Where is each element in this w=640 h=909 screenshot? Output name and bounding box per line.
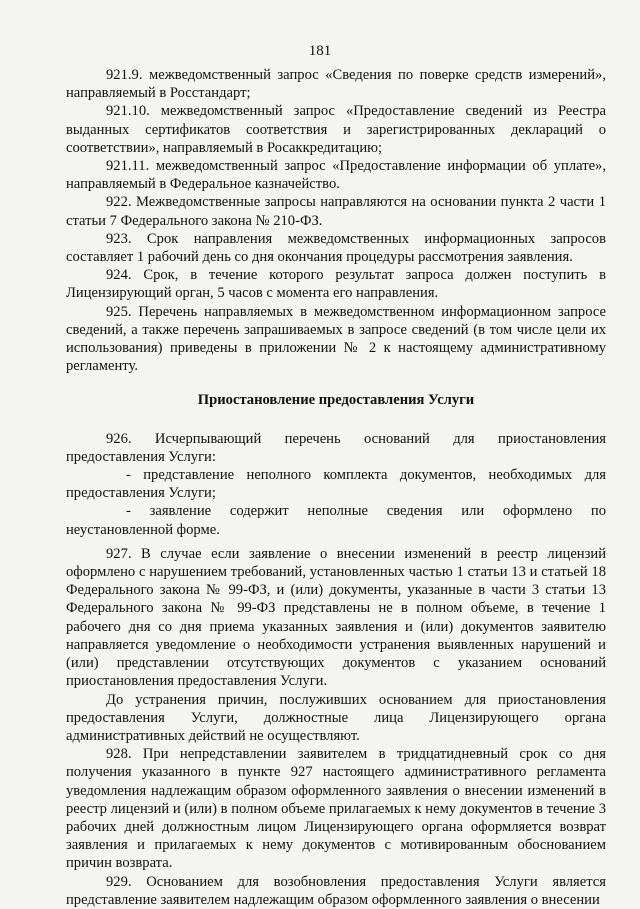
paragraph-927: 927. В случае если заявление о внесении изменений в реестр лицензий оформлено с нарушением требований, установленных частью 1 статьи 13 и статьей 18 Федерального закона № 99-ФЗ, и (или) документы, указанные в части 3 статьи 13 Федерального закона № 99-ФЗ представлены не в полном объеме, в течение 1 рабочего дня со дня приема указанных заявления и (или) документов заявителю направляется уведомление о необходимости устранения выявленных нарушений и (или) представлении отсутствующих документов с указанием оснований приостановления предоставления Услуги. (66, 545, 606, 690)
list-item-incomplete-docs: - представление неполного комплекта документов, необходимых для предоставления Услуги; (66, 467, 606, 502)
paragraph-923: 923. Срок направления межведомственных информационных запросов составляет 1 рабочий день со дня окончания процедуры рассмотрения заявления. (66, 230, 606, 266)
paragraph-921-9: 921.9. межведомственный запрос «Сведения по поверке средств измерений», направляемый в Росстандарт; (66, 67, 606, 102)
paragraph-922: 922. Межведомственные запросы направляются на основании пункта 2 части 1 статьи 7 Федерального закона № 210-ФЗ. (66, 194, 606, 229)
paragraph-927-cont: До устранения причин, послуживших основанием для приостановления предоставления Услуги, должностные лица Лицензирующего органа административных действий не осуществляют. (66, 691, 606, 744)
paragraph-926: 926. Исчерпывающий перечень оснований для приостановления предоставления Услуги: (66, 430, 606, 465)
page-number: 181 (308, 43, 332, 59)
paragraph-921-11: 921.11. межведомственный запрос «Предоставление информации об уплате», направляемый в Федеральное казначейство. (66, 158, 606, 193)
section-heading: Приостановление предоставления Услуги (197, 392, 475, 409)
paragraph-924: 924. Срок, в течение которого результат запроса должен поступить в Лицензирующий орган, 5 часов с момента его направления. (66, 267, 606, 302)
paragraph-925: 925. Перечень направляемых в межведомственном информационном запросе сведений, а также перечень запрашиваемых в запросе сведений (в том числе цели их использования) приведены в приложении № 2 к настоящему административному регламенту. (66, 303, 606, 375)
paragraph-921-10: 921.10. межведомственный запрос «Предоставление сведений из Реестра выданных сертификатов соответствия и зарегистрированных деклараций о соответствии», направляемый в Росаккредитацию; (66, 103, 606, 156)
list-item-incomplete-info: - заявление содержит неполные сведения или оформлено по неустановленной форме. (66, 503, 606, 538)
document-body (66, 66, 606, 909)
paragraph-929: 929. Основанием для возобновления предоставления Услуги является представление заявителем надлежащим образом оформленного заявления о внесении (66, 873, 606, 908)
paragraph-928: 928. При непредставлении заявителем в тридцатидневный срок со дня получения указанного в пункте 927 настоящего административного регламента уведомления надлежащим образом оформленного заявления о внесении изменений в реестр лицензий и (или) в полном объеме прилагаемых к нему документов в течение 3 рабочих дней должностным лицом Лицензирующего органа оформляется возврат заявления и прилагаемых к нему документов с мотивированным обоснованием причин возврата. (66, 746, 606, 872)
